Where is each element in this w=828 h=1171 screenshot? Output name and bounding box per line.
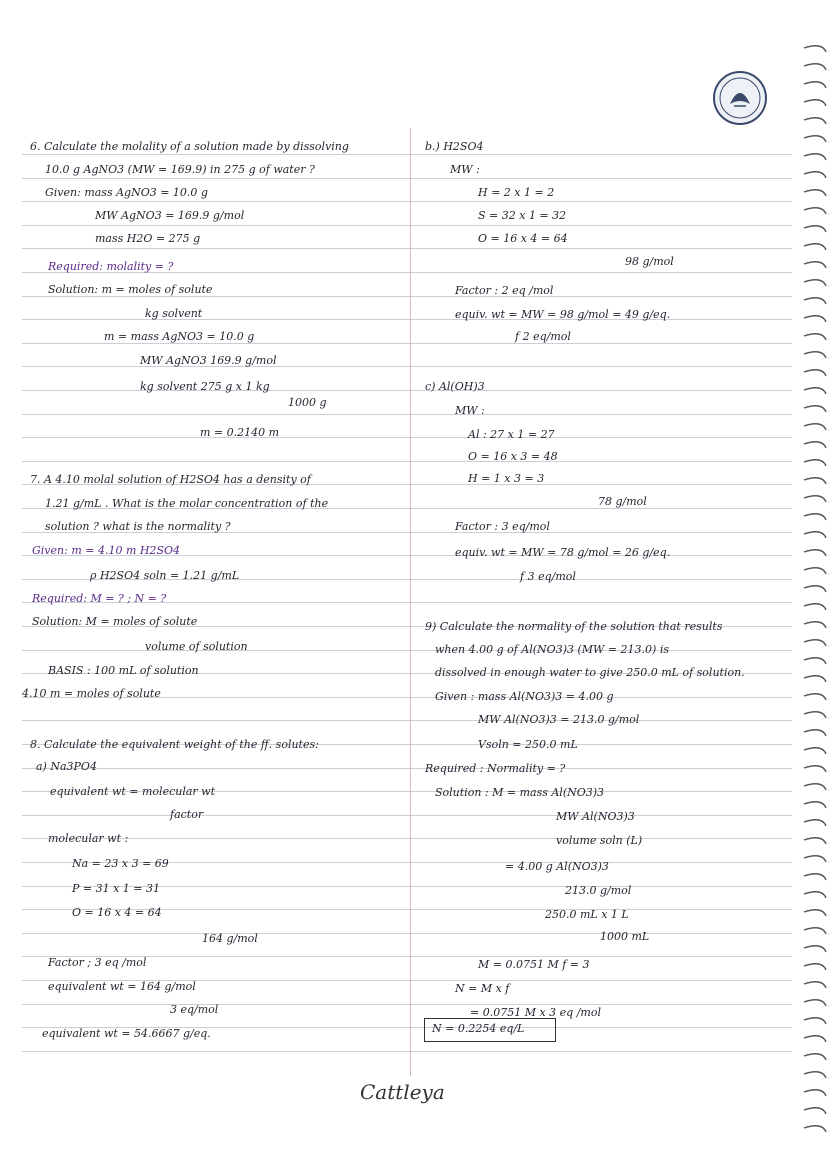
p8-ew-1: equivalent wt = 164 g/mol bbox=[48, 980, 196, 993]
p9-solution: Solution : M = mass Al(NO3)3 bbox=[435, 786, 605, 799]
b-total: 98 g/mol bbox=[625, 255, 674, 268]
ruled-line bbox=[22, 720, 792, 721]
ruled-line bbox=[22, 650, 792, 651]
p7-required: Required: M = ? ; N = ? bbox=[32, 592, 167, 605]
p8-na: Na = 23 x 3 = 69 bbox=[72, 857, 169, 870]
p9-n-calc: = 0.0751 M x 3 eq /mol bbox=[470, 1006, 601, 1019]
c-factor: Factor : 3 eq/mol bbox=[455, 520, 550, 533]
p8-formula: equivalent wt = molecular wt bbox=[50, 785, 215, 798]
p8-factor: Factor ; 3 eq /mol bbox=[48, 956, 147, 969]
center-margin-line bbox=[410, 128, 411, 1076]
p7-given-2: ρ H2SO4 soln = 1.21 g/mL bbox=[90, 569, 240, 582]
p8-a: a) Na3PO4 bbox=[36, 760, 97, 773]
p9-calc-4: 1000 mL bbox=[600, 930, 650, 943]
p9-given-1: Given : mass Al(NO3)3 = 4.00 g bbox=[435, 690, 614, 703]
ruled-line bbox=[22, 768, 792, 769]
p8-ew-2: 3 eq/mol bbox=[170, 1003, 219, 1016]
p7-solution: Solution: M = moles of solute bbox=[32, 615, 198, 628]
c-ew-1: equiv. wt = MW = 78 g/mol = 26 g/eq. bbox=[455, 546, 671, 559]
p9-given-2: MW Al(NO3)3 = 213.0 g/mol bbox=[478, 713, 640, 726]
p7-denominator: volume of solution bbox=[145, 640, 248, 653]
p7-basis: BASIS : 100 mL of solution bbox=[48, 664, 199, 677]
b-s: S = 32 x 1 = 32 bbox=[478, 209, 567, 222]
p8-line-1: 8. Calculate the equivalent weight of the ff. solutes: bbox=[30, 738, 319, 751]
p9-given-3: Vsoln = 250.0 mL bbox=[478, 738, 578, 751]
school-seal-icon bbox=[712, 70, 768, 126]
p6-answer: m = 0.2140 m bbox=[200, 426, 280, 439]
ruled-line bbox=[22, 178, 792, 179]
spiral-binding-icon bbox=[800, 40, 828, 1150]
p9-line-3: dissolved in enough water to give 250.0 mL of solution. bbox=[435, 666, 745, 679]
p6-formula-3: kg solvent 275 g x 1 kg bbox=[140, 380, 270, 393]
ruled-line bbox=[22, 1004, 792, 1005]
p7-molality: 4.10 m = moles of solute bbox=[22, 687, 161, 700]
ruled-line bbox=[22, 1051, 792, 1052]
p6-required: Required: molality = ? bbox=[48, 260, 174, 273]
p7-given-1: Given: m = 4.10 m H2SO4 bbox=[32, 544, 181, 557]
b-ew-1: equiv. wt = MW = 98 g/mol = 49 g/eq. bbox=[455, 308, 671, 321]
ruled-line bbox=[22, 437, 792, 438]
p9-line-1: 9) Calculate the normality of the solution that results bbox=[425, 620, 723, 633]
p9-n-formula: N = M x f bbox=[455, 982, 510, 995]
p9-calc-1: = 4.00 g Al(NO3)3 bbox=[505, 860, 609, 873]
p6-formula-2: MW AgNO3 169.9 g/mol bbox=[140, 354, 277, 367]
p6-line-2: 10.0 g AgNO3 (MW = 169.9) in 275 g of water ? bbox=[45, 163, 315, 176]
p7-line-1: 7. A 4.10 molal solution of H2SO4 has a density of bbox=[30, 473, 311, 486]
p8-answer: equivalent wt = 54.6667 g/eq. bbox=[42, 1027, 211, 1040]
p6-denominator: kg solvent bbox=[145, 307, 203, 320]
ruled-line bbox=[22, 201, 792, 202]
ruled-line bbox=[22, 815, 792, 816]
p8-o: O = 16 x 4 = 64 bbox=[72, 906, 162, 919]
p9-sol-3: volume soln (L) bbox=[556, 834, 643, 847]
ruled-line bbox=[22, 838, 792, 839]
ruled-line bbox=[22, 154, 792, 155]
c-title: c) Al(OH)3 bbox=[425, 380, 485, 393]
ruled-line bbox=[22, 366, 792, 367]
b-h: H = 2 x 1 = 2 bbox=[478, 186, 555, 199]
p6-line-1: 6. Calculate the molality of a solution made by dissolving bbox=[30, 140, 349, 153]
ruled-line bbox=[22, 319, 792, 320]
p6-given-water: mass H2O = 275 g bbox=[95, 232, 201, 245]
c-mw: MW : bbox=[455, 404, 485, 417]
signature: Cattleya bbox=[360, 1080, 445, 1104]
b-factor: Factor : 2 eq /mol bbox=[455, 284, 554, 297]
p9-molarity: M = 0.0751 M f = 3 bbox=[478, 958, 590, 971]
p9-required: Required : Normality = ? bbox=[425, 762, 566, 775]
p9-answer: N = 0.2254 eq/L bbox=[432, 1022, 525, 1035]
c-o: O = 16 x 3 = 48 bbox=[468, 450, 558, 463]
p6-given-mass: Given: mass AgNO3 = 10.0 g bbox=[45, 186, 208, 199]
b-ew-2: f 2 eq/mol bbox=[515, 330, 571, 343]
p7-line-2: 1.21 g/mL . What is the molar concentration of the bbox=[45, 497, 329, 510]
ruled-line bbox=[22, 414, 792, 415]
ruled-line bbox=[22, 225, 792, 226]
ruled-line bbox=[22, 461, 792, 462]
ruled-line bbox=[22, 248, 792, 249]
b-mw: MW : bbox=[450, 163, 480, 176]
p8-total: 164 g/mol bbox=[202, 932, 258, 945]
b-title: b.) H2SO4 bbox=[425, 140, 484, 153]
p9-calc-2: 213.0 g/mol bbox=[565, 884, 632, 897]
p6-formula-4: 1000 g bbox=[288, 396, 327, 409]
p6-given-mw: MW AgNO3 = 169.9 g/mol bbox=[95, 209, 245, 222]
p9-sol-2: MW Al(NO3)3 bbox=[556, 810, 635, 823]
c-total: 78 g/mol bbox=[598, 495, 647, 508]
p6-solution: Solution: m = moles of solute bbox=[48, 283, 213, 296]
c-h: H = 1 x 3 = 3 bbox=[468, 472, 545, 485]
p6-formula-1: m = mass AgNO3 = 10.0 g bbox=[104, 330, 255, 343]
b-o: O = 16 x 4 = 64 bbox=[478, 232, 568, 245]
p9-calc-3: 250.0 mL x 1 L bbox=[545, 908, 629, 921]
c-al: Al : 27 x 1 = 27 bbox=[468, 428, 555, 441]
c-ew-2: f 3 eq/mol bbox=[520, 570, 576, 583]
ruled-line bbox=[22, 390, 792, 391]
p8-p: P = 31 x 1 = 31 bbox=[72, 882, 161, 895]
p7-line-3: solution ? what is the normality ? bbox=[45, 520, 231, 533]
p8-mw-label: molecular wt : bbox=[48, 832, 129, 845]
ruled-line bbox=[22, 933, 792, 934]
p8-formula-den: factor bbox=[170, 808, 204, 821]
p9-line-2: when 4.00 g of Al(NO3)3 (MW = 213.0) is bbox=[435, 643, 670, 656]
